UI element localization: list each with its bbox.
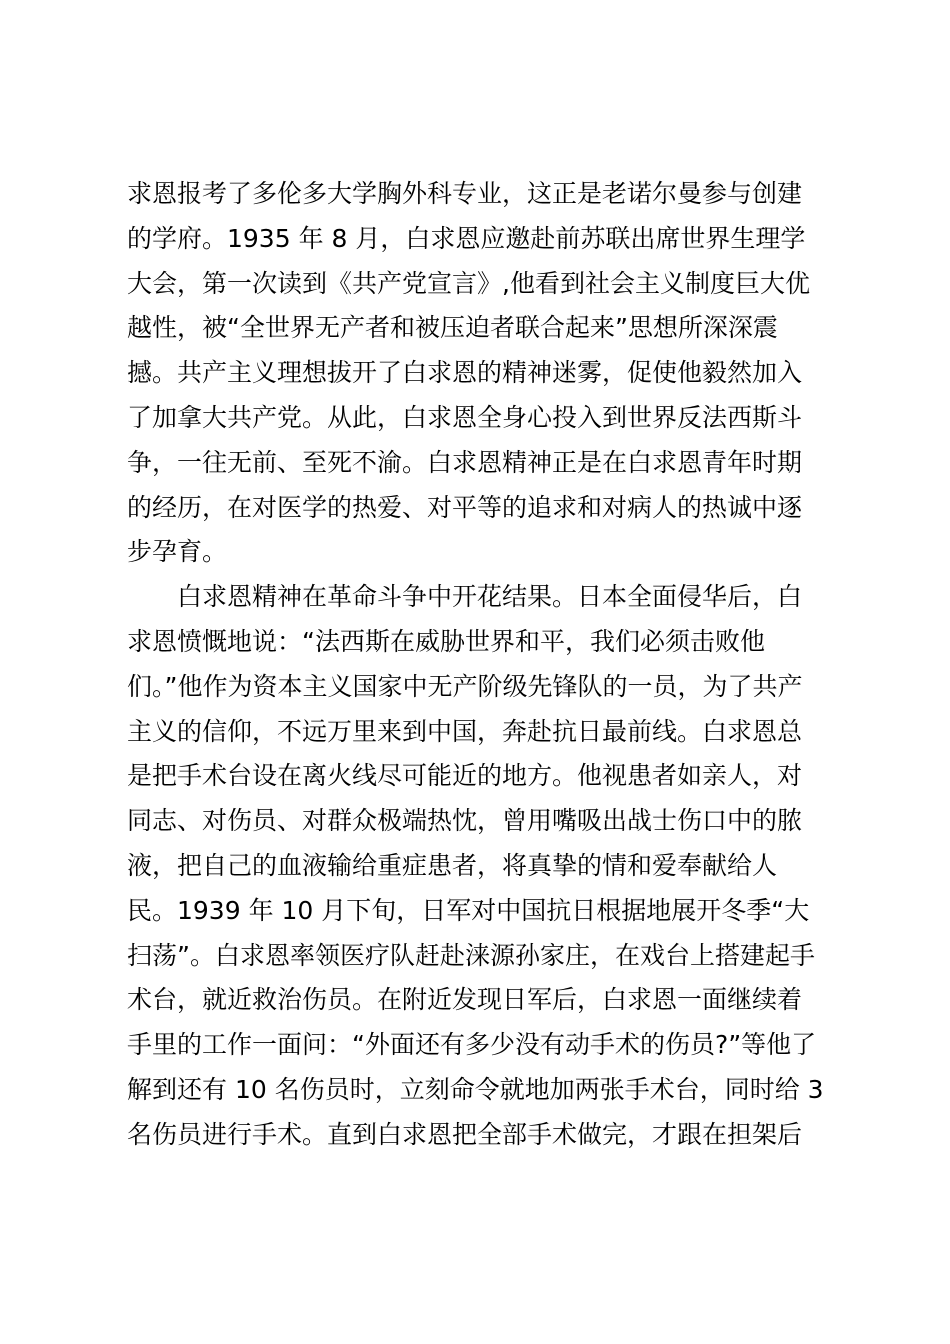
text-line: 是把手术台设在离火线尽可能近的地方。他视患者如亲人，对 — [127, 761, 803, 791]
text-line: 的学府。1935 年 8 月，白求恩应邀赴前苏联出席世界生理学 — [127, 223, 806, 253]
text-line: 解到还有 10 名伤员时，立刻命令就地加两张手术台，同时给 3 — [127, 1074, 824, 1104]
text-line: 名伤员进行手术。直到白求恩把全部手术做完，才跟在担架后 — [127, 1119, 803, 1149]
paragraph-first-line: 白求恩精神在革命斗争中开花结果。日本全面侵华后，白 — [177, 582, 803, 612]
text-line: 求恩愤慨地说：“法西斯在威胁世界和平，我们必须击败他 — [127, 626, 765, 656]
text-line: 越性，被“全世界无产者和被压迫者联合起来”思想所深深震 — [127, 313, 778, 343]
text-line: 的经历，在对医学的热爱、对平等的追求和对病人的热诚中逐 — [127, 492, 803, 522]
text-line: 主义的信仰，不远万里来到中国，奔赴抗日最前线。白求恩总 — [127, 716, 803, 746]
text-line: 民。1939 年 10 月下旬，日军对中国抗日根据地展开冬季“大 — [127, 895, 810, 925]
text-line: 争，一往无前、至死不渝。白求恩精神正是在白求恩青年时期 — [127, 447, 803, 477]
text-line: 液，把自己的血液输给重症患者，将真挚的情和爱奉献给人 — [127, 850, 778, 880]
text-line: 扫荡”。白求恩率领医疗队赶赴涞源孙家庄，在戏台上搭建起手 — [127, 940, 815, 970]
text-line: 大会，第一次读到《共产党宣言》,他看到社会主义制度巨大优 — [127, 268, 810, 298]
text-line: 术台，就近救治伤员。在附近发现日军后，白求恩一面继续着 — [127, 985, 803, 1015]
text-line: 同志、对伤员、对群众极端热忱，曾用嘴吸出战士伤口中的脓 — [127, 806, 803, 836]
text-line: 求恩报考了多伦多大学胸外科专业，这正是老诺尔曼参与创建 — [127, 179, 803, 208]
text-line: 步孕育。 — [127, 537, 228, 567]
text-line: 撼。共产主义理想拔开了白求恩的精神迷雾，促使他毅然加入 — [127, 358, 803, 388]
text-line: 手里的工作一面问：“外面还有多少没有动手术的伤员?”等他了 — [127, 1030, 817, 1060]
body-text — [127, 172, 847, 1158]
text-line: 了加拿大共产党。从此，白求恩全身心投入到世界反法西斯斗 — [127, 402, 803, 432]
text-line: 们。”他作为资本主义国家中无产阶级先锋队的一员，为了共产 — [127, 671, 803, 701]
